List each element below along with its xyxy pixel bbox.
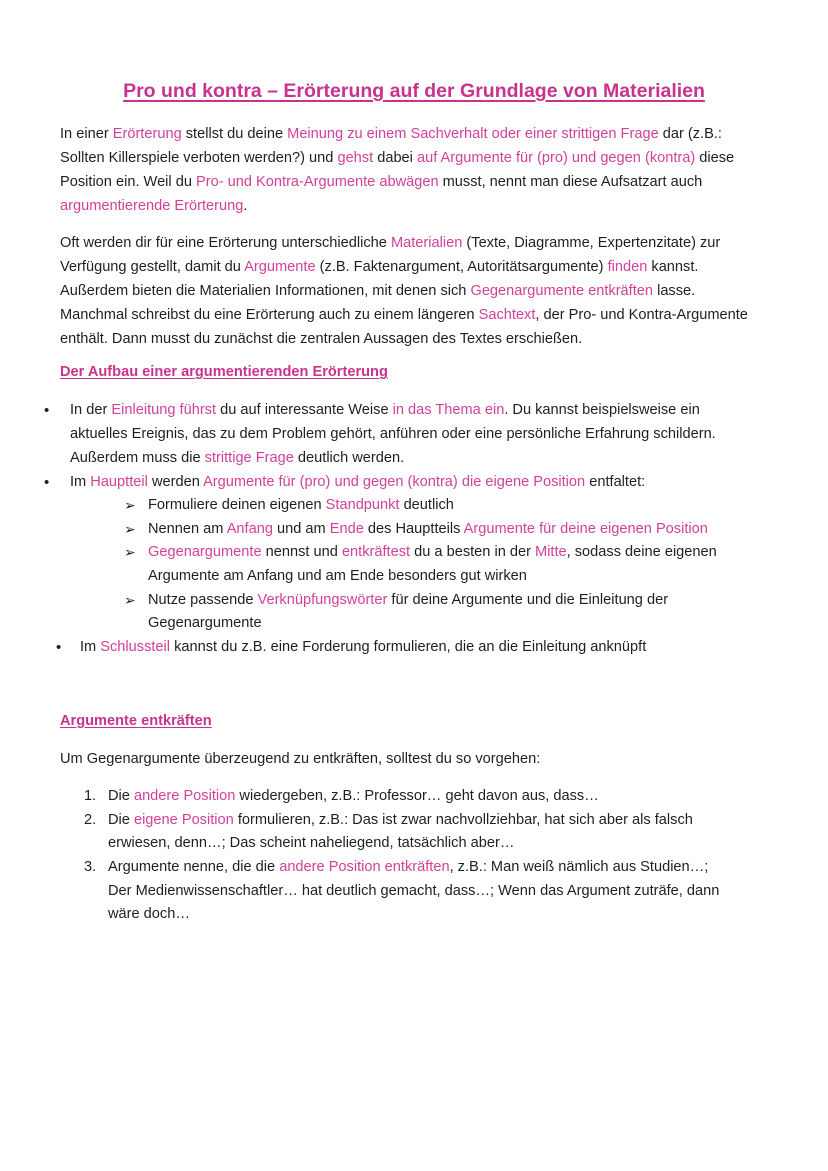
- text-segment: Gegenargumente: [148, 615, 262, 631]
- highlighted-term: Argumente für (pro) und gegen (kontra) die eigene Position: [203, 474, 586, 490]
- text-segment: , sodass deine eigenen: [566, 544, 717, 560]
- arrow-bullet-icon: ➢: [124, 497, 136, 513]
- text-segment: nennst und: [261, 544, 342, 560]
- text-segment: (Texte, Diagramme, Expertenzitate) zur Verfügung gestellt, damit du: [60, 235, 721, 275]
- highlighted-term: Materialien: [390, 235, 463, 251]
- sub-item-verknuepfung-line-1: [148, 589, 668, 613]
- text-segment: Nutze passende: [148, 592, 258, 608]
- text-segment: formulieren, z.B.: Das ist zwar nachvollziehbar, hat sich aber als falsch: [233, 812, 693, 828]
- text-segment: Außerdem muss die: [70, 450, 205, 466]
- sub-item-standpunkt: [148, 494, 454, 518]
- highlighted-term: auf Argumente für (pro) und gegen (kontra): [416, 150, 696, 166]
- bullet-hauptteil-line-1: [70, 471, 645, 495]
- text-segment: , der Pro- und Kontra-Argumente enthält. Dann musst du zunächst die zentralen Aussagen des Textes erschießen.: [60, 307, 748, 347]
- highlighted-term: eigene Position: [133, 812, 234, 828]
- highlighted-term: finden: [607, 259, 648, 275]
- bullet-einleitung-line-3: [70, 447, 404, 471]
- text-segment: deutlich werden.: [293, 450, 405, 466]
- highlighted-term: Ende: [329, 521, 364, 537]
- highlighted-term: Erörterung: [112, 126, 182, 142]
- text-segment: .: [243, 198, 248, 214]
- text-segment: entfaltet:: [585, 474, 646, 490]
- intro-paragraph: [60, 122, 760, 218]
- highlighted-term: Schlussteil: [100, 639, 171, 655]
- text-segment: Oft werden dir für eine Erörterung unterschiedliche: [60, 235, 391, 251]
- numbered-item-2-line-1: [108, 809, 693, 833]
- list-number: 1.: [84, 788, 97, 804]
- text-segment: erwiesen, denn…; Das scheint naheliegend, tatsächlich aber…: [108, 835, 515, 851]
- text-segment: Der Medienwissenschaftler… hat deutlich gemacht, dass…; Wenn das Argument zuträfe, dann: [108, 883, 720, 899]
- text-segment: (z.B. Faktenargument, Autoritätsargumente): [315, 259, 608, 275]
- highlighted-term: Hauptteil: [90, 474, 148, 490]
- text-segment: wiedergeben, z.B.: Professor… geht davon aus, dass…: [235, 788, 599, 804]
- arrow-bullet-icon: ➢: [124, 592, 136, 608]
- text-segment: für deine Argumente und die Einleitung der: [387, 592, 669, 608]
- highlighted-term: argumentierende Erörterung: [60, 198, 244, 214]
- text-segment: diese Position ein. Weil du: [60, 150, 735, 190]
- section-heading-structure: Der Aufbau einer argumentierenden Erörterung: [60, 364, 388, 380]
- text-segment: du a besten in der: [410, 544, 536, 560]
- numbered-item-3-line-1: [108, 856, 708, 880]
- text-segment: kannst du z.B. eine Forderung formulieren, die an die Einleitung anknüpft: [170, 639, 647, 655]
- highlighted-term: Verknüpfungswörter: [257, 592, 388, 608]
- text-segment: Im: [80, 639, 101, 655]
- numbered-item-1: [108, 785, 599, 809]
- bullet-schlussteil: [80, 636, 646, 660]
- text-segment: kannst. Außerdem bieten die Materialien Informationen, mit denen sich: [60, 259, 699, 299]
- text-segment: . Du kannst beispielsweise ein: [504, 402, 700, 418]
- highlighted-term: andere Position: [133, 788, 236, 804]
- text-segment: dar (z.B.: Sollten Killerspiele verboten werden?) und: [60, 126, 722, 166]
- highlighted-term: Einleitung führst: [111, 402, 217, 418]
- text-segment: lasse. Manchmal schreibst du eine Erörterung auch zu einem längeren: [60, 283, 696, 323]
- highlighted-term: Argumente: [244, 259, 316, 275]
- highlighted-term: strittige Frage: [204, 450, 294, 466]
- highlighted-term: Gegenargumente entkräften: [470, 283, 654, 299]
- numbered-item-3-line-2: [108, 880, 719, 904]
- numbered-item-2-line-2: [108, 832, 514, 856]
- highlighted-term: Mitte: [535, 544, 567, 560]
- text-segment: In einer: [60, 126, 113, 142]
- bullet-einleitung-line-1: [70, 399, 700, 423]
- text-segment: du auf interessante Weise: [216, 402, 393, 418]
- numbered-item-3-line-3: [108, 903, 190, 927]
- list-number: 3.: [84, 859, 97, 875]
- text-segment: Formuliere deinen eigenen: [148, 497, 326, 513]
- text-segment: des Hauptteils: [363, 521, 464, 537]
- highlighted-term: entkräftest: [341, 544, 411, 560]
- text-segment: Argumente am Anfang und am Ende besonders gut wirken: [148, 568, 527, 584]
- bullet-marker: •: [44, 474, 50, 491]
- arrow-bullet-icon: ➢: [124, 521, 136, 537]
- text-segment: Die: [108, 812, 134, 828]
- text-segment: In der: [70, 402, 112, 418]
- highlighted-term: in das Thema ein: [392, 402, 505, 418]
- page-title: Pro und kontra – Erörterung auf der Grundlage von Materialien: [123, 80, 705, 102]
- materials-paragraph: [60, 231, 760, 351]
- text-segment: Die: [108, 788, 134, 804]
- text-segment: Argumente nenne, die die: [108, 859, 280, 875]
- highlighted-term: Argumente für deine eigenen Position: [463, 521, 708, 537]
- text-segment: Um Gegenargumente überzeugend zu entkräften, solltest du so vorgehen:: [60, 751, 541, 767]
- bullet-marker: •: [44, 402, 50, 419]
- text-segment: musst, nennt man diese Aufsatzart auch: [438, 174, 703, 190]
- bullet-marker: •: [56, 639, 62, 656]
- arrow-bullet-icon: ➢: [124, 544, 136, 560]
- highlighted-term: gehst: [337, 150, 374, 166]
- text-segment: stellst du deine: [181, 126, 288, 142]
- text-segment: dabei: [373, 150, 417, 166]
- section-heading-counter: Argumente entkräften: [60, 713, 212, 729]
- counter-intro: [60, 748, 540, 772]
- bullet-einleitung-line-2: [70, 423, 716, 447]
- list-number: 2.: [84, 812, 97, 828]
- text-segment: , z.B.: Man weiß nämlich aus Studien…;: [449, 859, 709, 875]
- text-segment: Im: [70, 474, 91, 490]
- text-segment: deutlich: [399, 497, 454, 513]
- sub-item-anfang-ende: [148, 518, 708, 542]
- highlighted-term: Anfang: [226, 521, 273, 537]
- text-segment: und am: [272, 521, 330, 537]
- text-segment: werden: [147, 474, 204, 490]
- highlighted-term: Pro- und Kontra-Argumente abwägen: [196, 174, 439, 190]
- highlighted-term: Standpunkt: [325, 497, 400, 513]
- text-segment: aktuelles Ereignis, das zu dem Problem gehört, anführen oder eine persönliche Erfahrung schildern.: [70, 426, 716, 442]
- sub-item-gegenargumente-line-2: [148, 565, 527, 589]
- highlighted-term: andere Position entkräften: [279, 859, 450, 875]
- text-segment: Nennen am: [148, 521, 227, 537]
- highlighted-term: Sachtext: [478, 307, 536, 323]
- text-segment: wäre doch…: [108, 906, 190, 922]
- highlighted-term: Gegenargumente: [148, 544, 262, 560]
- highlighted-term: Meinung zu einem Sachverhalt oder einer strittigen Frage: [287, 126, 659, 142]
- sub-item-gegenargumente-line-1: [148, 541, 717, 565]
- sub-item-verknuepfung-line-2: [148, 612, 262, 636]
